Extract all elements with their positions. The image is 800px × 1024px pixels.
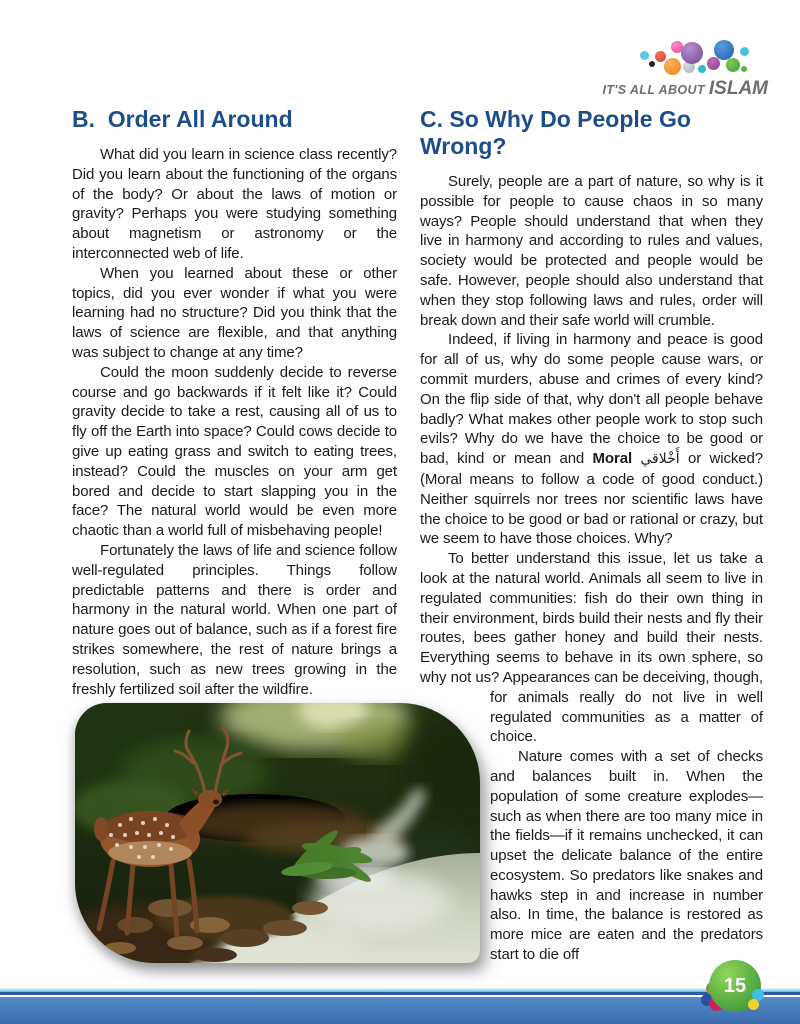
page-number: 15 (709, 960, 761, 1012)
page-footer (0, 988, 800, 1024)
paragraph: Nature comes with a set of checks and balances built in. When the population of some creature explodes—such as when there are too many mice in the fields—if it remains unchecked, it can upset the delicate balance of the entire ecosystem. So predators like snakes and hawks step in and increase in number also. In time, the balance is restored as more mice are eaten and the predators start to die off (490, 748, 763, 964)
deer-stream-photo (75, 703, 480, 963)
badge-yellow-dot (748, 999, 759, 1010)
section-heading-c: C. So Why Do People Go Wrong? (420, 106, 698, 159)
logo-bubbles-icon (612, 34, 770, 78)
paragraph: When you learned about these or other topics, did you ever wonder if what you were learning had no structure? Did you think that the laws of science are flexible, and that anything was subject to change at any time? (72, 264, 397, 361)
rich-pre: Indeed, if living in harmony and peace is good for all of us, why do some people cause wars, or commit murders, abuse and crimes of every kind? On the flip side of that, why don't all people behave badly? What makes other people work to stop such evils? Why do we have the choice to be good or bad, kind or mean and (420, 331, 763, 468)
paragraph: Surely, people are a part of nature, so why is it possible for people to cause chaos in so many ways? People should understand that when they live in harmony and according to rules and values, society would be protected and people would be safe. However, people should also understand that when they stop following laws and rules, order will break down and their safe world will crumble. (420, 173, 763, 329)
logo-wordmark (602, 78, 768, 100)
paragraph-with-arabic (420, 330, 763, 549)
paragraph: Fortunately the laws of life and science follow well-regulated principles. Things follow predictable patterns and there is order and harmony in the natural world. When one part of nature goes out of balance, such as if a forest fire strikes somewhere, the rest of nature brings a resolution, such as new trees growing in the freshly fertilized soil after the wildfire. (72, 541, 397, 698)
paragraph: To better understand this issue, let us take a look at the natural world. Animals all seem to live in regulated communities: fish do their own thing in their environment, birds build their nests and fly their routes, bees gather honey and build their nests. Everything seems to behave in its own sphere, so why not us? Appearances can be deceiving, though, for animals really do not live in well regulated communities as a matter of choice. (420, 550, 763, 746)
section-heading-b: B. Order All Around (72, 106, 293, 132)
moral-term: Moral (592, 450, 633, 468)
paragraph: What did you learn in science class recently? Did you learn about the functioning of the organs of the body? Or about the laws of motion or gravity? Perhaps you were studying something about magnetism or astronomy or the interconnected web of life. (72, 146, 397, 262)
logo-prefix: IT'S ALL ABOUT (602, 83, 706, 97)
footer-blue-band (0, 997, 800, 1024)
deer-stream-photo-art (75, 703, 480, 963)
paragraph: Could the moon suddenly decide to reverse course and go backwards if it felt like it? Could gravity decide to take a rest, causing all of us to fly off the Earth into space? Could cows decide to give up eating grass and switch to eating trees, instead? Could the muscles on your arm get bored and decide to start slapping you in the face? The natural world would be even more chaotic than a world full of misbehaving people! (72, 363, 397, 540)
logo-islam: ISLAM (708, 78, 768, 99)
arabic-term: أَخْلاقي (640, 451, 680, 468)
brand-logo (602, 34, 770, 100)
rich-post: or wicked? (Moral means to follow a code of good conduct.) Neither squirrels nor trees nor scientific laws have the choice to be good or bad or rational or crazy, but we seem to have those choices. Why? (420, 450, 763, 548)
page-number-badge (700, 958, 780, 1014)
